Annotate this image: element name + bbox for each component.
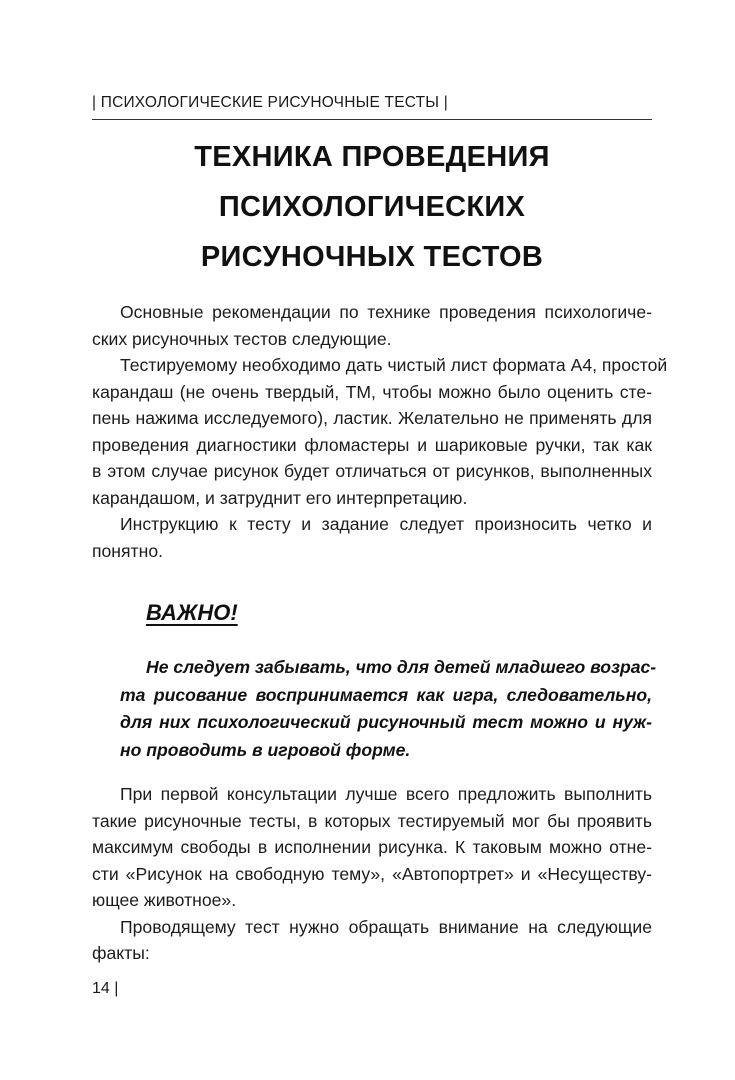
text-line: пень нажима исследуемого), ластик. Желательно не применять для: [92, 408, 652, 428]
text-line: карандаш (не очень твердый, ТМ, чтобы можно было оценить сте-: [92, 381, 652, 402]
text-line: Тестируемому необходимо дать чистый лист формата А4, простой: [120, 355, 668, 375]
text-line: Основные рекомендации по технике проведения психологиче-: [120, 302, 652, 322]
paragraph: [92, 299, 652, 352]
text-line: карандашом, и затруднит его интерпретацию.: [92, 487, 468, 508]
text-line: понятно.: [92, 540, 164, 561]
text-line: Проводящему тест нужно обращать внимание на следующие: [120, 916, 652, 937]
chapter-title-line: ПСИХОЛОГИЧЕСКИХ: [218, 191, 526, 223]
text-line: такие рисуночные тесты, в которых тестируемый мог бы проявить: [92, 810, 652, 831]
paragraph: [92, 781, 652, 914]
text-line: ских рисуночных тестов следующие.: [92, 328, 392, 349]
text-line: При первой консультации лучше всего предложить выполнить: [120, 784, 652, 804]
text-line: для них психологический рисуночный тест можно и нуж-: [120, 712, 652, 732]
header-divider: [92, 119, 652, 120]
text-line: проведения диагностики фломастеры и шариковые ручки, так как: [92, 434, 652, 455]
paragraph: [92, 511, 652, 564]
paragraph: [92, 914, 652, 967]
important-heading: ВАЖНО!: [146, 600, 238, 625]
paragraph: [92, 352, 668, 511]
running-header: | ПСИХОЛОГИЧЕСКИЕ РИСУНОЧНЫЕ ТЕСТЫ |: [92, 94, 448, 111]
body-section-intro: [92, 299, 668, 564]
text-line: ющее животное».: [92, 890, 237, 910]
text-line: та рисование воспринимается как игра, следовательно,: [120, 684, 652, 705]
text-line: Не следует забывать, что для детей младшего возрас-: [146, 657, 657, 677]
text-line: но проводить в игровой форме.: [120, 739, 411, 760]
text-line: в этом случае рисунок будет отличаться от рисунков, выполненных: [92, 461, 652, 481]
body-section-consultation: [92, 781, 652, 967]
chapter-title: [92, 132, 652, 282]
important-note: [120, 654, 657, 764]
chapter-title-line: РИСУНОЧНЫХ ТЕСТОВ: [200, 241, 544, 273]
text-line: максимум свободы в исполнении рисунка. К таковым можно отне-: [92, 837, 652, 857]
text-line: Инструкцию к тесту и задание следует произносить четко и: [120, 514, 652, 534]
text-line: сти «Рисунок на свободную тему», «Автопортрет» и «Несуществу-: [92, 863, 652, 884]
page-number: 14 |: [92, 980, 119, 997]
text-line: факты:: [92, 943, 150, 963]
chapter-title-line: ТЕХНИКА ПРОВЕДЕНИЯ: [194, 141, 550, 173]
